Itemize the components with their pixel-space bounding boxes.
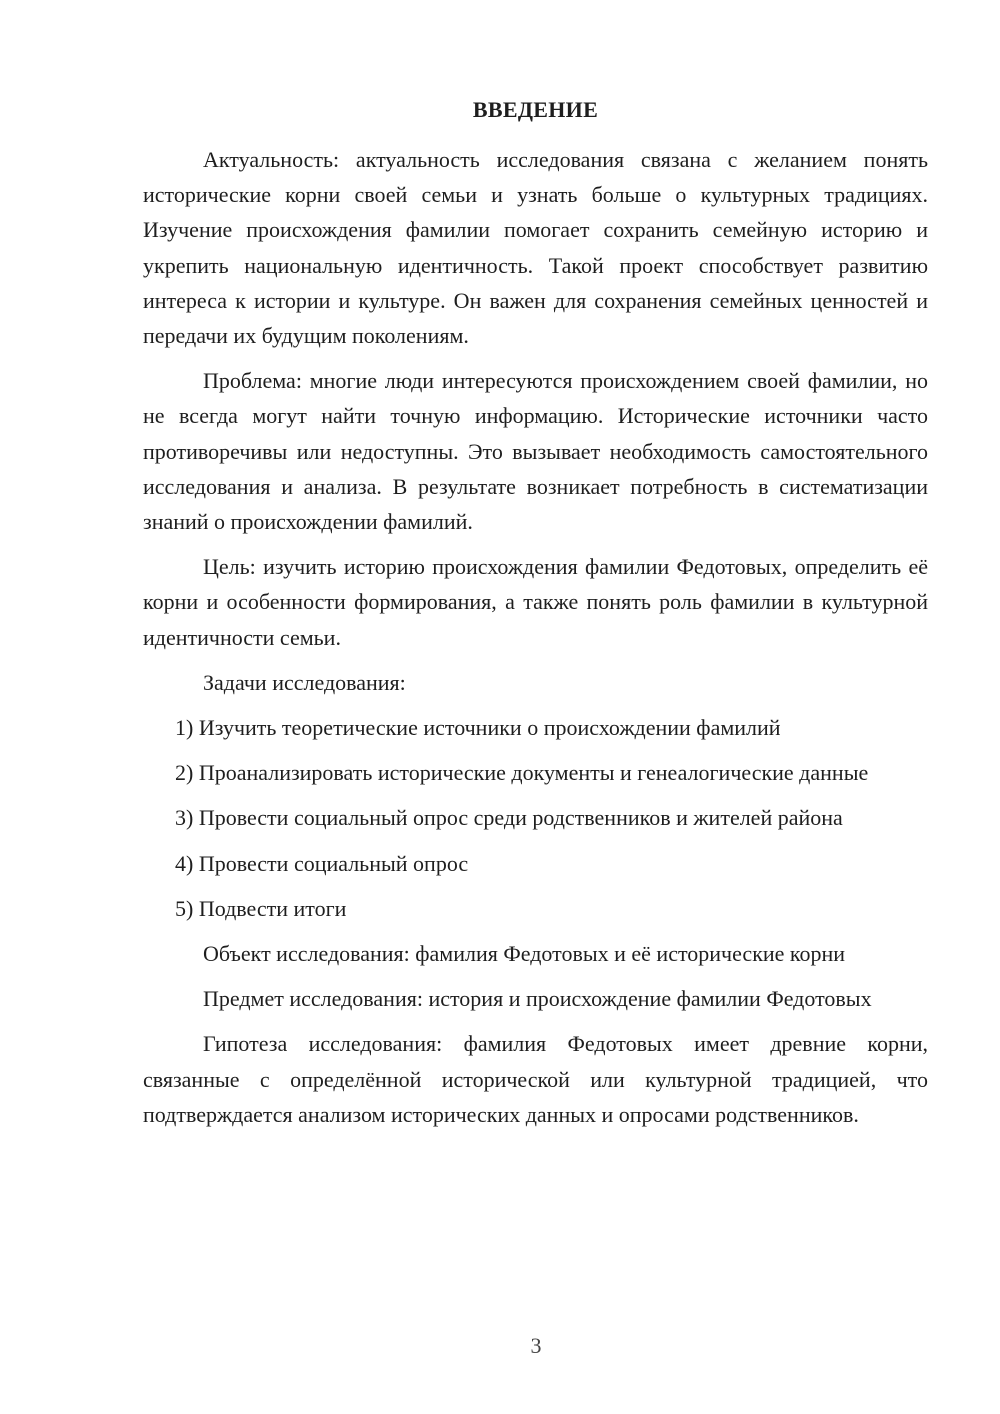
object-paragraph: Объект исследования: фамилия Федотовых и её исторические корни	[203, 941, 846, 967]
goal-paragraph: Цель: изучить историю происхождения фамилии Федотовых, определить её корни и особенности формирования, а также понять роль фамилии в культурной идентичности семьи.	[143, 554, 928, 650]
list-item: 4) Провести социальный опрос	[175, 850, 469, 876]
tasks-list	[143, 710, 928, 926]
document-page	[143, 94, 928, 1142]
list-item: 2) Проанализировать исторические документы и генеалогические данные	[175, 760, 869, 786]
hypothesis-paragraph: Гипотеза исследования: фамилия Федотовых имеет древние корни, связанные с определённой исторической или культурной традицией, что подтверждается анализом исторических данных и опросами родственников.	[143, 1031, 928, 1127]
problem-paragraph: Проблема: многие люди интересуются происхождением своей фамилии, но не всегда могут найти точную информацию. Исторические источники часто противоречивы или недоступны. Это вызывает необходимость самостоятельного исследования и анализа. В результате возникает потребность в систематизации знаний о происхождении фамилий.	[143, 368, 928, 535]
relevance-paragraph: Актуальность: актуальность исследования связана с желанием понять исторические корни своей семьи и узнать больше о культурных традициях. Изучение происхождения фамилии помогает сохранить семейную историю и укрепить национальную идентичность. Такой проект способствует развитию интереса к истории и культуре. Он важен для сохранения семейных ценностей и передачи их будущим поколениям.	[143, 147, 928, 349]
tasks-title: Задачи исследования:	[203, 669, 406, 695]
list-item: 1) Изучить теоретические источники о происхождении фамилий	[175, 715, 781, 741]
page-number: 3	[530, 1333, 542, 1358]
list-item: 3) Провести социальный опрос среди родственников и жителей района	[175, 805, 843, 831]
list-item: 5) Подвести итоги	[175, 895, 347, 921]
subject-paragraph: Предмет исследования: история и происхождение фамилии Федотовых	[203, 986, 872, 1012]
page-title: ВВЕДЕНИЕ	[472, 97, 599, 122]
